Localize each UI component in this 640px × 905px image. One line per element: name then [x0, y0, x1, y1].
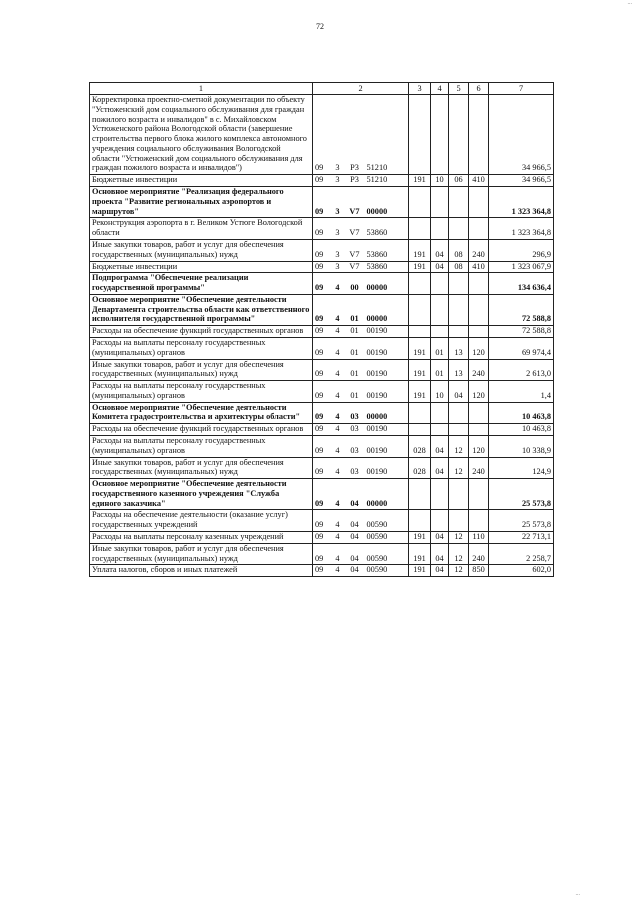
table-row: [90, 543, 554, 565]
code-event-cell: 03: [345, 424, 365, 436]
code-ministry-cell: 191: [409, 543, 431, 565]
code-subprogram-cell: 3: [331, 261, 345, 273]
row-name-cell: Корректировка проектно-сметной документации по объекту "Устюженский дом социального обслуживания для граждан пожилого возраста и инвалидов" в с. Михайловском Устюженского района Вологодской области (завершение строительства первого блока жилого комплекса автономного учреждения социального обслуживания Вологодской области "Устюженский дом социального обслуживания для граждан пожилого возраста и инвалидов"): [90, 95, 313, 175]
row-name-cell: Расходы на выплаты персоналу государственных (муниципальных) органов: [90, 381, 313, 403]
code-subsection-cell: [449, 273, 469, 295]
code-subprogram-cell: 3: [331, 187, 345, 218]
amount-cell: 1,4: [489, 381, 554, 403]
code-program-cell: 09: [313, 543, 331, 565]
code-subprogram-cell: 4: [331, 424, 345, 436]
code-expense-type-cell: [469, 402, 489, 424]
code-event-cell: 01: [345, 381, 365, 403]
code-subsection-cell: 13: [449, 359, 469, 381]
row-name-cell: Расходы на обеспечение функций государственных органов: [90, 424, 313, 436]
code-program-cell: 09: [313, 532, 331, 544]
code-direction-cell: 00190: [365, 326, 409, 338]
code-direction-cell: 00000: [365, 187, 409, 218]
table-row: [90, 326, 554, 338]
row-name-cell: Бюджетные инвестиции: [90, 261, 313, 273]
code-subsection-cell: [449, 95, 469, 175]
code-event-cell: 01: [345, 359, 365, 381]
code-expense-type-cell: [469, 510, 489, 532]
code-section-cell: 10: [431, 381, 449, 403]
code-event-cell: 01: [345, 294, 365, 325]
code-program-cell: 09: [313, 326, 331, 338]
code-subsection-cell: 12: [449, 565, 469, 577]
code-program-cell: 09: [313, 239, 331, 261]
code-event-cell: 01: [345, 337, 365, 359]
code-section-cell: 04: [431, 436, 449, 458]
code-section-cell: 04: [431, 543, 449, 565]
table-row: [90, 218, 554, 240]
code-expense-type-cell: 240: [469, 543, 489, 565]
row-name-cell: Расходы на выплаты персоналу государственных (муниципальных) органов: [90, 436, 313, 458]
header-col-4: 4: [431, 83, 449, 95]
code-section-cell: 04: [431, 239, 449, 261]
corner-mark: ...: [627, 0, 632, 6]
code-subprogram-cell: 4: [331, 532, 345, 544]
page-number: 72: [316, 22, 324, 31]
table-row: [90, 294, 554, 325]
amount-cell: 1 323 364,8: [489, 218, 554, 240]
footer-mark: ...: [575, 891, 580, 897]
code-direction-cell: 00590: [365, 565, 409, 577]
code-ministry-cell: 191: [409, 337, 431, 359]
code-program-cell: 09: [313, 273, 331, 295]
code-program-cell: 09: [313, 510, 331, 532]
code-expense-type-cell: 850: [469, 565, 489, 577]
code-expense-type-cell: 110: [469, 532, 489, 544]
row-name-cell: Расходы на обеспечение деятельности (оказание услуг) государственных учреждений: [90, 510, 313, 532]
code-subprogram-cell: 4: [331, 510, 345, 532]
table-row: [90, 359, 554, 381]
code-ministry-cell: 191: [409, 239, 431, 261]
code-section-cell: 04: [431, 532, 449, 544]
table-row: [90, 261, 554, 273]
table-row: [90, 565, 554, 577]
code-section-cell: [431, 402, 449, 424]
amount-cell: 69 974,4: [489, 337, 554, 359]
code-subsection-cell: [449, 326, 469, 338]
code-subsection-cell: [449, 424, 469, 436]
code-program-cell: 09: [313, 261, 331, 273]
row-name-cell: Основное мероприятие "Обеспечение деятельности Департамента строительства области как ответственного исполнителя государственной программы": [90, 294, 313, 325]
row-name-cell: Подпрограмма "Обеспечение реализации государственной программы": [90, 273, 313, 295]
table-row: [90, 273, 554, 295]
code-subsection-cell: 08: [449, 239, 469, 261]
code-expense-type-cell: [469, 218, 489, 240]
code-expense-type-cell: [469, 479, 489, 510]
code-ministry-cell: [409, 294, 431, 325]
amount-cell: 2 258,7: [489, 543, 554, 565]
code-direction-cell: 00190: [365, 436, 409, 458]
code-expense-type-cell: [469, 294, 489, 325]
code-subprogram-cell: 4: [331, 565, 345, 577]
code-subsection-cell: [449, 402, 469, 424]
code-subsection-cell: 12: [449, 436, 469, 458]
code-direction-cell: 00000: [365, 479, 409, 510]
code-subsection-cell: [449, 218, 469, 240]
code-section-cell: 01: [431, 359, 449, 381]
header-col-3: 3: [409, 83, 431, 95]
amount-cell: 72 588,8: [489, 326, 554, 338]
code-ministry-cell: [409, 510, 431, 532]
row-name-cell: Реконструкция аэропорта в г. Великом Устюге Вологодской области: [90, 218, 313, 240]
code-program-cell: 09: [313, 187, 331, 218]
table-body: [90, 95, 554, 577]
amount-cell: 124,9: [489, 457, 554, 479]
amount-cell: 34 966,5: [489, 175, 554, 187]
code-subsection-cell: [449, 510, 469, 532]
code-section-cell: 01: [431, 337, 449, 359]
header-col-7: 7: [489, 83, 554, 95]
code-subsection-cell: [449, 187, 469, 218]
table-row: [90, 239, 554, 261]
header-row: [90, 83, 554, 95]
code-event-cell: 03: [345, 402, 365, 424]
code-program-cell: 09: [313, 294, 331, 325]
code-direction-cell: 00190: [365, 457, 409, 479]
code-program-cell: 09: [313, 424, 331, 436]
code-expense-type-cell: [469, 326, 489, 338]
table-row: [90, 424, 554, 436]
code-program-cell: 09: [313, 479, 331, 510]
code-program-cell: 09: [313, 381, 331, 403]
header-col-1: 1: [90, 83, 313, 95]
code-subsection-cell: 12: [449, 457, 469, 479]
amount-cell: 22 713,1: [489, 532, 554, 544]
code-ministry-cell: [409, 424, 431, 436]
row-name-cell: Иные закупки товаров, работ и услуг для обеспечения государственных (муниципальных) нужд: [90, 239, 313, 261]
row-name-cell: Расходы на обеспечение функций государственных органов: [90, 326, 313, 338]
code-program-cell: 09: [313, 402, 331, 424]
code-event-cell: 03: [345, 436, 365, 458]
table-row: [90, 510, 554, 532]
code-event-cell: V7: [345, 261, 365, 273]
code-event-cell: 01: [345, 326, 365, 338]
code-subsection-cell: 13: [449, 337, 469, 359]
code-ministry-cell: [409, 95, 431, 175]
code-ministry-cell: [409, 479, 431, 510]
code-direction-cell: 53860: [365, 218, 409, 240]
code-subprogram-cell: 4: [331, 273, 345, 295]
code-event-cell: 04: [345, 565, 365, 577]
code-expense-type-cell: 240: [469, 359, 489, 381]
table-row: [90, 532, 554, 544]
code-ministry-cell: [409, 218, 431, 240]
code-event-cell: P3: [345, 175, 365, 187]
table-row: [90, 479, 554, 510]
code-subprogram-cell: 4: [331, 479, 345, 510]
code-expense-type-cell: 410: [469, 261, 489, 273]
code-section-cell: 10: [431, 175, 449, 187]
code-event-cell: 04: [345, 479, 365, 510]
code-direction-cell: 53860: [365, 261, 409, 273]
code-direction-cell: 00590: [365, 543, 409, 565]
code-expense-type-cell: [469, 187, 489, 218]
code-section-cell: [431, 479, 449, 510]
amount-cell: 2 613,0: [489, 359, 554, 381]
row-name-cell: Иные закупки товаров, работ и услуг для обеспечения государственных (муниципальных) нужд: [90, 457, 313, 479]
row-name-cell: Расходы на выплаты персоналу государственных (муниципальных) органов: [90, 337, 313, 359]
code-section-cell: [431, 187, 449, 218]
code-section-cell: [431, 424, 449, 436]
code-program-cell: 09: [313, 95, 331, 175]
code-subprogram-cell: 4: [331, 436, 345, 458]
code-ministry-cell: 191: [409, 359, 431, 381]
code-section-cell: [431, 510, 449, 532]
code-expense-type-cell: 240: [469, 457, 489, 479]
amount-cell: 1 323 067,9: [489, 261, 554, 273]
code-event-cell: 04: [345, 543, 365, 565]
code-subsection-cell: [449, 479, 469, 510]
code-subprogram-cell: 4: [331, 543, 345, 565]
code-expense-type-cell: 240: [469, 239, 489, 261]
code-expense-type-cell: [469, 273, 489, 295]
amount-cell: 72 588,8: [489, 294, 554, 325]
code-direction-cell: 51210: [365, 95, 409, 175]
amount-cell: 134 636,4: [489, 273, 554, 295]
code-ministry-cell: 191: [409, 532, 431, 544]
amount-cell: 34 966,5: [489, 95, 554, 175]
code-expense-type-cell: 120: [469, 337, 489, 359]
code-subprogram-cell: 4: [331, 457, 345, 479]
amount-cell: 10 463,8: [489, 424, 554, 436]
budget-table: [89, 82, 554, 577]
code-section-cell: 04: [431, 457, 449, 479]
code-ministry-cell: 191: [409, 175, 431, 187]
code-subsection-cell: 12: [449, 543, 469, 565]
code-program-cell: 09: [313, 436, 331, 458]
row-name-cell: Основное мероприятие "Обеспечение деятельности Комитета градостроительства и архитектуры области": [90, 402, 313, 424]
table-row: [90, 436, 554, 458]
table-row: [90, 402, 554, 424]
code-subprogram-cell: 4: [331, 381, 345, 403]
code-expense-type-cell: [469, 424, 489, 436]
code-direction-cell: 53860: [365, 239, 409, 261]
row-name-cell: Бюджетные инвестиции: [90, 175, 313, 187]
code-direction-cell: 51210: [365, 175, 409, 187]
table-row: [90, 95, 554, 175]
code-program-cell: 09: [313, 175, 331, 187]
table-row: [90, 381, 554, 403]
code-program-cell: 09: [313, 359, 331, 381]
code-subprogram-cell: 4: [331, 326, 345, 338]
code-direction-cell: 00590: [365, 510, 409, 532]
row-name-cell: Основное мероприятие "Реализация федерального проекта "Развитие региональных аэропортов и маршрутов": [90, 187, 313, 218]
code-direction-cell: 00190: [365, 337, 409, 359]
code-section-cell: 04: [431, 261, 449, 273]
code-subprogram-cell: 3: [331, 95, 345, 175]
code-expense-type-cell: 410: [469, 175, 489, 187]
table-row: [90, 457, 554, 479]
code-ministry-cell: [409, 187, 431, 218]
table-row: [90, 175, 554, 187]
row-name-cell: Основное мероприятие "Обеспечение деятельности государственного казенного учреждения "Служба единого заказчика": [90, 479, 313, 510]
code-subprogram-cell: 4: [331, 359, 345, 381]
code-event-cell: V7: [345, 218, 365, 240]
code-direction-cell: 00190: [365, 359, 409, 381]
row-name-cell: Расходы на выплаты персоналу казенных учреждений: [90, 532, 313, 544]
code-program-cell: 09: [313, 218, 331, 240]
code-direction-cell: 00000: [365, 273, 409, 295]
code-event-cell: 04: [345, 510, 365, 532]
amount-cell: 25 573,8: [489, 479, 554, 510]
code-subsection-cell: 04: [449, 381, 469, 403]
code-ministry-cell: 028: [409, 436, 431, 458]
amount-cell: 25 573,8: [489, 510, 554, 532]
code-section-cell: [431, 95, 449, 175]
code-ministry-cell: [409, 326, 431, 338]
header-col-5: 5: [449, 83, 469, 95]
code-subprogram-cell: 3: [331, 175, 345, 187]
code-ministry-cell: 191: [409, 381, 431, 403]
code-subsection-cell: [449, 294, 469, 325]
code-subprogram-cell: 4: [331, 337, 345, 359]
code-direction-cell: 00190: [365, 424, 409, 436]
code-subsection-cell: 08: [449, 261, 469, 273]
code-direction-cell: 00590: [365, 532, 409, 544]
amount-cell: 602,0: [489, 565, 554, 577]
code-event-cell: V7: [345, 187, 365, 218]
code-expense-type-cell: 120: [469, 436, 489, 458]
code-direction-cell: 00190: [365, 381, 409, 403]
row-name-cell: Иные закупки товаров, работ и услуг для обеспечения государственных (муниципальных) нужд: [90, 359, 313, 381]
code-direction-cell: 00000: [365, 294, 409, 325]
code-ministry-cell: 191: [409, 565, 431, 577]
code-section-cell: [431, 294, 449, 325]
code-subsection-cell: 06: [449, 175, 469, 187]
code-ministry-cell: [409, 273, 431, 295]
amount-cell: 1 323 364,8: [489, 187, 554, 218]
code-section-cell: 04: [431, 565, 449, 577]
code-direction-cell: 00000: [365, 402, 409, 424]
code-section-cell: [431, 273, 449, 295]
row-name-cell: Уплата налогов, сборов и иных платежей: [90, 565, 313, 577]
table-row: [90, 337, 554, 359]
code-event-cell: 03: [345, 457, 365, 479]
code-expense-type-cell: [469, 95, 489, 175]
amount-cell: 296,9: [489, 239, 554, 261]
code-section-cell: [431, 326, 449, 338]
code-subprogram-cell: 4: [331, 402, 345, 424]
code-ministry-cell: 191: [409, 261, 431, 273]
header-col-6: 6: [469, 83, 489, 95]
row-name-cell: Иные закупки товаров, работ и услуг для обеспечения государственных (муниципальных) нужд: [90, 543, 313, 565]
code-event-cell: V7: [345, 239, 365, 261]
code-ministry-cell: [409, 402, 431, 424]
code-subsection-cell: 12: [449, 532, 469, 544]
amount-cell: 10 338,9: [489, 436, 554, 458]
table-row: [90, 187, 554, 218]
code-event-cell: 04: [345, 532, 365, 544]
code-subprogram-cell: 3: [331, 239, 345, 261]
code-section-cell: [431, 218, 449, 240]
code-program-cell: 09: [313, 337, 331, 359]
code-event-cell: P3: [345, 95, 365, 175]
code-program-cell: 09: [313, 457, 331, 479]
code-expense-type-cell: 120: [469, 381, 489, 403]
code-program-cell: 09: [313, 565, 331, 577]
code-subprogram-cell: 3: [331, 218, 345, 240]
code-subprogram-cell: 4: [331, 294, 345, 325]
code-event-cell: 00: [345, 273, 365, 295]
header-col-2: 2: [313, 83, 409, 95]
code-ministry-cell: 028: [409, 457, 431, 479]
amount-cell: 10 463,8: [489, 402, 554, 424]
